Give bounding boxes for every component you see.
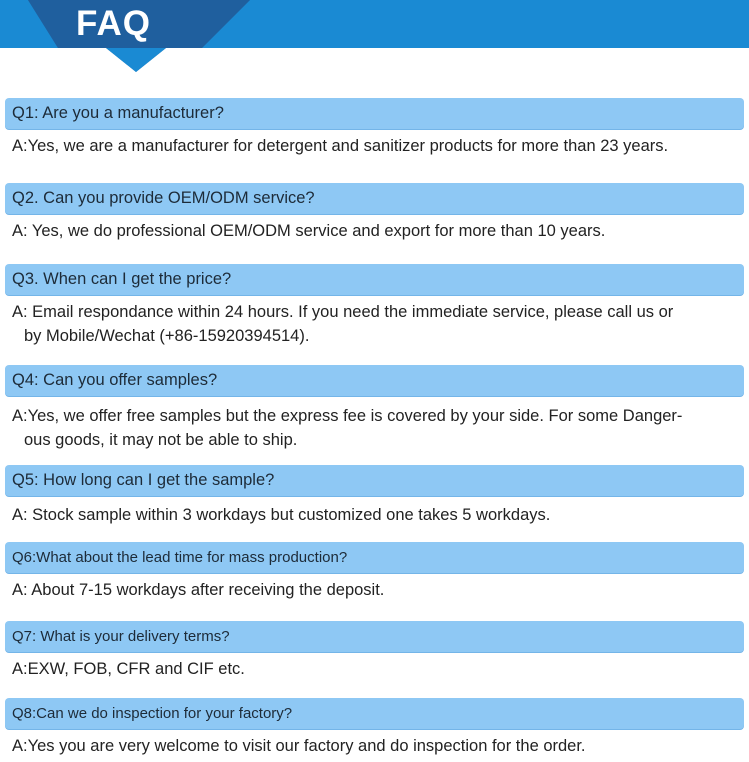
answer-text: A: About 7-15 workdays after receiving the deposit. — [12, 581, 385, 599]
answer-text: A: Yes, we do professional OEM/ODM service and export for more than 10 years. — [12, 222, 606, 240]
question-bar-1 — [5, 98, 744, 129]
answer-text: A: Email respondance within 24 hours. If you need the immediate service, please call us or — [12, 303, 674, 321]
answer-5 — [12, 503, 737, 527]
question-text: Q7: What is your delivery terms? — [12, 628, 230, 645]
question-bar-6 — [5, 542, 744, 573]
answer-text: A:Yes, we are a manufacturer for detergent and sanitizer products for more than 23 years. — [12, 137, 669, 155]
answer-text: A:Yes you are very welcome to visit our factory and do inspection for the order. — [12, 737, 586, 755]
question-bar-2 — [5, 183, 744, 214]
page-title: FAQ — [76, 4, 151, 43]
answer-1 — [12, 134, 737, 158]
question-bar-3 — [5, 264, 744, 295]
question-text: Q6:What about the lead time for mass production? — [12, 549, 348, 566]
answer-4 — [12, 404, 737, 452]
question-bar-4 — [5, 365, 744, 396]
answer-text: A:EXW, FOB, CFR and CIF etc. — [12, 660, 245, 678]
answer-text-continued: ous goods, it may not be able to ship. — [24, 431, 298, 449]
question-text: Q4: Can you offer samples? — [12, 371, 218, 389]
question-bar-7 — [5, 621, 744, 652]
answer-text-continued: by Mobile/Wechat (+86-15920394514). — [24, 327, 310, 345]
question-text: Q2. Can you provide OEM/ODM service? — [12, 189, 315, 207]
answer-8 — [12, 734, 737, 758]
answer-6 — [12, 578, 737, 602]
question-text: Q5: How long can I get the sample? — [12, 471, 275, 489]
question-text: Q1: Are you a manufacturer? — [12, 104, 224, 122]
answer-3 — [12, 300, 737, 348]
answer-text: A:Yes, we offer free samples but the express fee is covered by your side. For some Danger- — [12, 407, 683, 425]
question-text: Q8:Can we do inspection for your factory? — [12, 705, 293, 722]
answer-7 — [12, 657, 737, 681]
question-text: Q3. When can I get the price? — [12, 270, 232, 288]
question-bar-8 — [5, 698, 744, 729]
answer-2 — [12, 219, 737, 243]
answer-text: A: Stock sample within 3 workdays but customized one takes 5 workdays. — [12, 506, 551, 524]
question-bar-5 — [5, 465, 744, 496]
